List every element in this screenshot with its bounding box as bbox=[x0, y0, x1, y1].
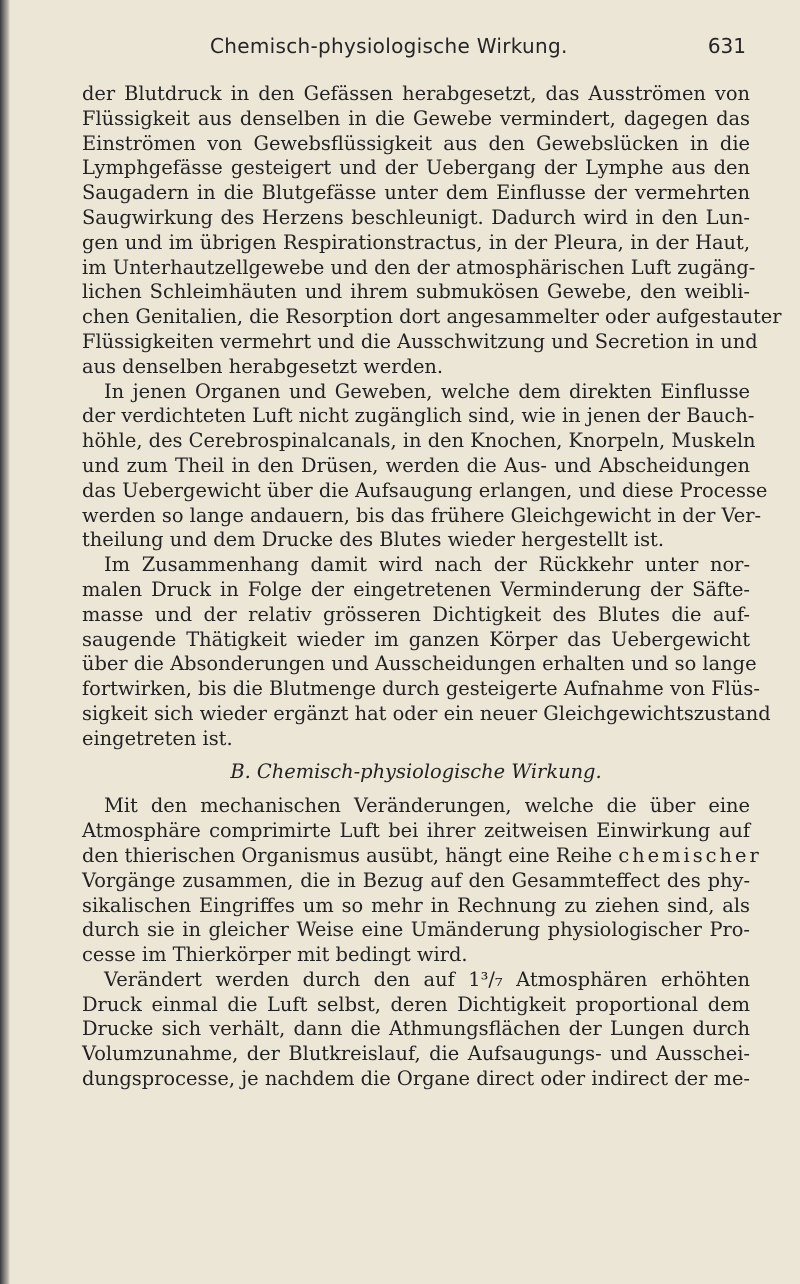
text-line: und zum Theil in den Drüsen, werden die Aus- und Abscheidungen bbox=[82, 453, 750, 477]
text-line: das Uebergewicht über die Aufsaugung erlangen, und diese Processe bbox=[82, 478, 768, 502]
text-line-with-spaced-word bbox=[82, 843, 762, 869]
paragraph bbox=[82, 794, 762, 968]
text-line: werden so lange andauern, bis das frühere Gleichgewicht in der Ver- bbox=[82, 503, 762, 527]
text-line: eingetreten ist. bbox=[82, 726, 233, 750]
text-line: cesse im Thierkörper mit bedingt wird. bbox=[82, 943, 468, 967]
text-line: über die Absonderungen und Ausscheidungen erhalten und so lange bbox=[82, 652, 757, 676]
text-line: Saugwirkung des Herzens beschleunigt. Dadurch wird in den Lun- bbox=[82, 205, 750, 229]
text-line-part: den thierischen Organismus ausübt, hängt eine Reihe bbox=[82, 843, 613, 867]
running-title: Chemisch-physiologische Wirkung. bbox=[210, 34, 568, 58]
text-line: Lymphgefässe gesteigert und der Uebergang der Lymphe aus den bbox=[82, 156, 750, 180]
text-line: fortwirken, bis die Blutmenge durch gesteigerte Aufnahme von Flüs- bbox=[82, 677, 760, 701]
text-line: Volumzunahme, der Blutkreislauf, die Aufsaugungs- und Ausschei- bbox=[82, 1042, 750, 1066]
text-line: theilung und dem Drucke des Blutes wieder hergestellt ist. bbox=[82, 528, 664, 552]
text-line: lichen Schleimhäuten und ihrem submukösen Gewebe, den weibli- bbox=[82, 280, 750, 304]
text-line: der Blutdruck in den Gefässen herabgesetzt, das Ausströmen von bbox=[82, 82, 750, 105]
text-line: aus denselben herabgesetzt werden. bbox=[82, 354, 444, 378]
text-line: Atmosphäre comprimirte Luft bei ihrer zeitweisen Einwirkung auf bbox=[82, 819, 750, 843]
running-head bbox=[68, 30, 750, 60]
text-line: sigkeit sich wieder ergänzt hat oder ein neuer Gleichgewichtszustand bbox=[82, 701, 771, 725]
text-line: dungsprocesse, je nachdem die Organe direct oder indirect der me- bbox=[82, 1067, 750, 1091]
book-page bbox=[68, 0, 782, 1284]
section-heading: B. Chemisch-physiologische Wirkung. bbox=[230, 759, 602, 783]
text-line: Verändert werden durch den auf 1³/₇ Atmosphären erhöhten bbox=[104, 967, 750, 991]
body-text bbox=[82, 82, 782, 1092]
text-line: sikalischen Eingriffes um so mehr in Rechnung zu ziehen sind, als bbox=[82, 893, 750, 917]
page-number: 631 bbox=[707, 34, 746, 58]
text-line: saugende Thätigkeit wieder im ganzen Körper das Uebergewicht bbox=[82, 627, 750, 651]
text-line: Vorgänge zusammen, die in Bezug auf den Gesammteffect des phy- bbox=[82, 868, 750, 892]
text-line: Einströmen von Gewebsflüssigkeit aus den Gewebslücken in die bbox=[82, 131, 750, 155]
text-line: höhle, des Cerebrospinalcanals, in den Knochen, Knorpeln, Muskeln bbox=[82, 429, 756, 453]
text-line: chen Genitalien, die Resorption dort angesammelter oder aufgestauter bbox=[82, 305, 782, 329]
paragraph bbox=[82, 553, 771, 751]
text-line: Flüssigkeiten vermehrt und die Ausschwitzung und Secretion in und bbox=[82, 329, 758, 353]
paragraph bbox=[82, 82, 782, 380]
text-line: durch sie in gleicher Weise eine Umänderung physiologischer Pro- bbox=[82, 918, 750, 942]
text-line: Saugadern in die Blutgefässe unter dem Einflusse der vermehrten bbox=[82, 181, 750, 205]
book-binding-edge bbox=[0, 0, 10, 1284]
text-line: der verdichteten Luft nicht zugänglich sind, wie in jenen der Bauch- bbox=[82, 404, 755, 428]
paragraph bbox=[82, 379, 768, 554]
spaced-emphasis-word: chemischer bbox=[618, 843, 762, 867]
text-line: im Unterhautzellgewebe und den der atmosphärischen Luft zugäng- bbox=[82, 255, 756, 279]
text-line: In jenen Organen und Geweben, welche dem direkten Einflusse bbox=[104, 379, 750, 403]
paragraph bbox=[82, 968, 750, 1092]
text-line: Flüssigkeit aus denselben in die Gewebe vermindert, dagegen das bbox=[82, 106, 750, 130]
text-line: Druck einmal die Luft selbst, deren Dichtigkeit proportional dem bbox=[82, 992, 750, 1016]
text-line: gen und im übrigen Respirationstractus, in der Pleura, in der Haut, bbox=[82, 230, 750, 254]
text-line: masse und der relativ grösseren Dichtigkeit des Blutes die auf- bbox=[82, 602, 750, 626]
text-line: Im Zusammenhang damit wird nach der Rückkehr unter nor- bbox=[104, 553, 750, 577]
text-line: Mit den mechanischen Veränderungen, welche die über eine bbox=[104, 794, 750, 818]
text-line: malen Druck in Folge der eingetretenen Verminderung der Säfte- bbox=[82, 577, 750, 601]
text-line: Drucke sich verhält, dann die Athmungsflächen der Lungen durch bbox=[82, 1017, 750, 1041]
